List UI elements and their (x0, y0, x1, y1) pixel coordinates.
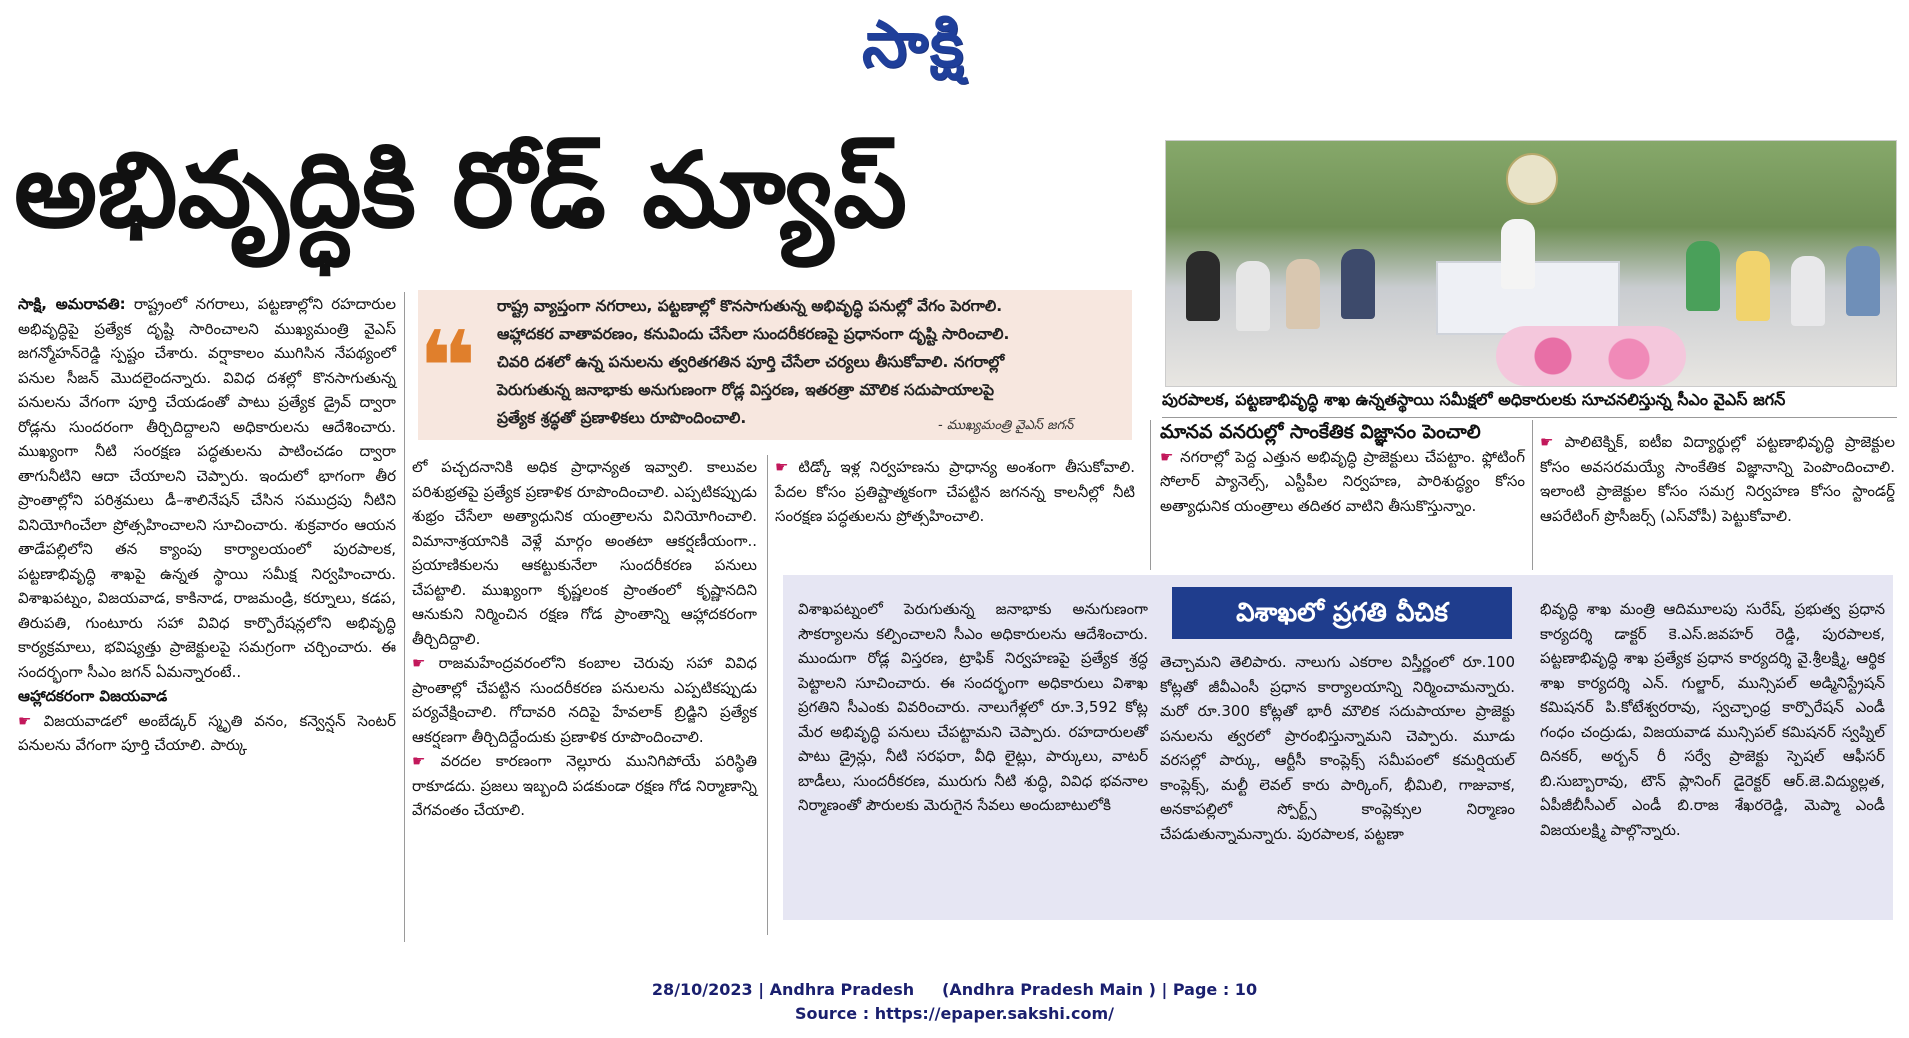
article-column-1 (18, 292, 396, 758)
column-divider (404, 292, 405, 942)
bullet-item: ☛ విజయవాడలో అంబేడ్కర్ స్మృతి వనం, కన్వెన్షన్ సెంటర్ పనులను వేగంగా పూర్తి చేయాలి. పార్కు (18, 709, 396, 758)
panel-title: విశాఖలో ప్రగతి వీచిక (1172, 587, 1512, 639)
article-column-2 (412, 455, 757, 823)
photo-caption: పురపాలక, పట్టణాభివృద్ధి శాఖ ఉన్నతస్థాయి సమీక్షలో అధికారులకు సూచనలిస్తున్న సీఎం వైఎస్ జగన్ (1162, 390, 1897, 418)
footer (0, 978, 1909, 1026)
panel-column-2 (1160, 650, 1515, 846)
article-column-5 (1540, 430, 1895, 528)
bullet-item: ☛ వరదల కారణంగా నెల్లూరు మునిగిపోయే పరిస్థితి రాకూడదు. ప్రజలు ఇబ్బంది పడకుండా రక్షణ గోడ నిర్మాణాన్ని వేగవంతం చేయాలి. (412, 749, 757, 823)
panel-column-3 (1540, 597, 1885, 842)
column-divider (1532, 420, 1533, 570)
column-divider (1150, 420, 1151, 570)
quote-source: - ముఖ్యమంత్రి వైఎస్ జగన్ (938, 418, 1074, 433)
quote-line: చివరి దశలో ఉన్న పనులను త్వరితగతిన పూర్తి చేసేలా చర్యలు తీసుకోవాలి. నగరాల్లో (497, 353, 1005, 371)
masthead-logo: సాక్షి (862, 8, 966, 82)
subheading: ఆహ్లాదకరంగా విజయవాడ (18, 687, 168, 705)
dateline: సాక్షి, అమరావతి: (18, 295, 126, 313)
panel-body: విశాఖపట్నంలో పెరుగుతున్న జనాభాకు అనుగుణంగా సౌకర్యాలను కల్పించాలని సీఎం అధికారులను ఆదేశించారు. ముందుగా రోడ్ల విస్తరణ, ట్రాఫిక్ నిర్వహణపై ప్రత్యేక శ్రద్ధ పెట్టాలని సూచించారు. ఈ సందర్భంగా అధికారులు విశాఖ ప్రగతిని సీఎంకు వివరించారు. నాలుగేళ్లలో రూ.3,592 కోట్ల మేర అభివృద్ధి పనులు చేపట్టామని చెప్పారు. రహదారులతో పాటు డ్రైన్లు, నీటి సరఫరా, వీధి లైట్లు, పార్కులు, వాటర్ బాడీలు, సుందరీకరణ, మురుగు నీటి శుద్ధి, వివిధ భవనాల నిర్మాణంతో పౌరులకు మెరుగైన సేవలు అందుబాటులోకి (798, 600, 1148, 814)
column-divider (767, 455, 768, 935)
headline: అభివృద్ధికి రోడ్ మ్యాప్ (14, 129, 908, 251)
quote-line: ప్రత్యేక శ్రద్ధతో ప్రణాళికలు రూపొందించాలి. (497, 409, 747, 427)
article-column-3 (775, 455, 1135, 529)
article-column-4 (1160, 420, 1525, 518)
bullet-item: ☛ నగరాల్లో పెద్ద ఎత్తున అభివృద్ధి ప్రాజెక్టులు చేపట్టాం. ఫ్లోటింగ్ సోలార్ ప్యానెల్స్, ఎస్టీపీల నిర్వహణ, పారిశుద్ధ్యం కోసం అత్యాధునిక యంత్రాలు తదితర వాటిని తీసుకొస్తున్నాం. (1160, 445, 1525, 519)
quote-line: ఆహ్లాదకర వాతావరణం, కనువిందు చేసేలా సుందరీకరణపై ప్రధానంగా దృష్టి సారించాలి. (497, 325, 1010, 343)
panel-body: భివృద్ధి శాఖ మంత్రి ఆదిమూలపు సురేష్, ప్రభుత్వ ప్రధాన కార్యదర్శి డాక్టర్ కె.ఎస్.జవహర్ రెడ్డి, పురపాలక, పట్టణాభివృద్ధి శాఖ ప్రత్యేక ప్రధాన కార్యదర్శి వై.శ్రీలక్ష్మి, ఆర్థిక శాఖ కార్యదర్శి ఎన్. గుల్జార్, మున్సిపల్ అడ్మినిస్ట్రేషన్ కమిషనర్ పి.కోటేశ్వరరావు, స్వచ్ఛాంధ్ర కార్పొరేషన్ ఎండీ గంధం చంద్రుడు, విజయవాడ మున్సిపల్ కమిషనర్ స్వప్నిల్ దినకర్, అర్బన్ రీ సర్వే ప్రాజెక్టు స్పెషల్ ఆఫీసర్ బి.సుబ్బారావు, టౌన్ ప్లానింగ్ డైరెక్టర్ ఆర్.జె.విద్యుల్లత, ఏపీజీబీసీఎల్ ఎండీ బి.రాజ శేఖరరెడ్డి, మెప్మా ఎండీ విజయలక్ష్మి పాల్గొన్నారు. (1540, 600, 1885, 839)
quote-mark-icon: ❝ (418, 309, 477, 426)
quote-line: రాష్ట్ర వ్యాప్తంగా నగరాలు, పట్టణాల్లో కొనసాగుతున్న అభివృద్ధి పనుల్లో వేగం పెరగాలి. (497, 297, 1003, 315)
article-body: రాష్ట్రంలో నగరాలు, పట్టణాల్లోని రహదారుల అభివృద్ధిపై ప్రత్యేక దృష్టి సారించాలని ముఖ్యమంత్రి వైఎస్ జగన్మోహన్‌రెడ్డి స్పష్టం చేశారు. వర్షాకాలం ముగిసిన నేపథ్యంలో పనుల సీజన్ మొదలైందన్నారు. వివిధ దశల్లో కొనసాగుతున్న పనులను వేగంగా పూర్తి చేయడంతో పాటు ప్రత్యేక డ్రైవ్ ద్వారా రోడ్లను సుందరంగా తీర్చిదిద్దాలని అధికారులను ఆదేశించారు. ముఖ్యంగా నీటి సంరక్షణ పద్ధతులను పాటించడం ద్వారా తాగునీటిని ఆదా చేయాలని చెప్పారు. ఇందులో భాగంగా తీర ప్రాంతాల్లోని పరిశ్రమలు డీ–శాలినేషన్ చేసిన సముద్రపు నీటిని వినియోగించేలా ప్రోత్సహించాలని సూచించారు. శుక్రవారం ఆయన తాడేపల్లిలోని తన క్యాంపు కార్యాలయంలో పురపాలక, పట్టణాభివృద్ధి శాఖపై ఉన్నత స్థాయి సమీక్ష నిర్వహించారు. విశాఖపట్నం, విజయవాడ, కాకినాడ, రాజమండ్రి, కర్నూలు, కడప, తిరుపతి, గుంటూరు సహా వివిధ కార్పొరేషన్లలోని అభివృద్ధి కార్యక్రమాలు, భవిష్యత్తు ప్రాజెక్టులపై సమగ్రంగా చర్చించారు. ఈ సందర్భంగా సీఎం జగన్ ఏమన్నారంటే.. (18, 295, 396, 681)
article-body: లో పచ్చదనానికి అధిక ప్రాధాన్యత ఇవ్వాలి. కాలువల పరిశుభ్రతపై ప్రత్యేక ప్రణాళిక రూపొందించాలి. ఎప్పటికప్పుడు శుభ్రం చేసేలా అత్యాధునిక యంత్రాలను వినియోగించాలి. విమానాశ్రయానికి వెళ్లే మార్గం అంతటా ఆకర్షణీయంగా.. ప్రయాణికులను ఆకట్టుకునేలా సుందరీకరణ పనులు చేపట్టాలి. ముఖ్యంగా కృష్ణలంక ప్రాంతంలో కృష్ణానదిని ఆనుకుని నిర్మించిన రక్షణ గోడ ప్రాంతాన్ని ఆహ్లాదకరంగా తీర్చిదిద్దాలి. (412, 458, 757, 648)
state-emblem-icon (1506, 153, 1558, 205)
bullet-item: ☛ పాలిటెక్నిక్, ఐటీఐ విద్యార్థుల్లో పట్టణాభివృద్ధి ప్రాజెక్టుల కోసం అవసరమయ్యే సాంకేతిక విజ్ఞానాన్ని పెంపొందించాలి. ఇలాంటి ప్రాజెక్టుల కోసం సమగ్ర నిర్వహణ కోసం స్టాండర్డ్ ఆపరేటింగ్ ప్రొసీజర్స్ (ఎస్‌వోపీ) పెట్టుకోవాలి. (1540, 430, 1895, 528)
quote-line: పెరుగుతున్న జనాభాకు అనుగుణంగా రోడ్ల విస్తరణ, ఇతరత్రా మౌలిక సదుపాయాలపై (497, 381, 995, 399)
panel-body: తెచ్చామని తెలిపారు. నాలుగు ఎకరాల విస్తీర్ణంలో రూ.100 కోట్లతో జీవీఎంసీ ప్రధాన కార్యాలయాన్ని నిర్మించామన్నారు. మరో రూ.300 కోట్లతో భారీ మౌలిక సదుపాయాల ప్రాజెక్టు పనులను త్వరలో ప్రారంభిస్తున్నామని చెప్పారు. మూడు వరసల్లో పార్కు, ఆర్టీసీ కాంప్లెక్స్ సమీపంలో కమర్షియల్ కాంప్లెక్స్, మల్టీ లెవల్ కారు పార్కింగ్, భీమిలి, గాజువాక, అనకాపల్లిలో స్పోర్ట్స్ కాంప్లెక్సుల నిర్మాణం చేపడుతున్నామన్నారు. పురపాలక, పట్టణా (1160, 653, 1515, 843)
footer-date-line: 28/10/2023 | Andhra Pradesh (Andhra Pradesh Main ) | Page : 10 (651, 980, 1258, 999)
panel-column-1 (798, 597, 1148, 818)
footer-source-line: Source : https://epaper.sakshi.com/ (795, 1004, 1114, 1023)
meeting-photo (1165, 140, 1897, 387)
flower-arrangement (1496, 326, 1686, 386)
subheading: మానవ వనరుల్లో సాంకేతిక విజ్ఞానం పెంచాలి (1160, 421, 1481, 443)
bullet-item: ☛ టిడ్కో ఇళ్ల నిర్వహణను ప్రాధాన్య అంశంగా తీసుకోవాలి. పేదల కోసం ప్రతిష్టాత్మకంగా చేపట్టిన జగనన్న కాలనీల్లో నీటి సంరక్షణ పద్ధతులను ప్రోత్సహించాలి. (775, 455, 1135, 529)
bullet-item: ☛ రాజమహేంద్రవరంలోని కంబాల చెరువు సహా వివిధ ప్రాంతాల్లో చేపట్టిన సుందరీకరణ పనులను ఎప్పటికప్పుడు పర్యవేక్షించాలి. గోదావరి నదిపై హేవలాక్ బ్రిడ్జిని ప్రత్యేక ఆకర్షణగా తీర్చిదిద్దేందుకు ప్రణాళిక రూపొందించాలి. (412, 651, 757, 749)
quote-text (497, 292, 1127, 432)
